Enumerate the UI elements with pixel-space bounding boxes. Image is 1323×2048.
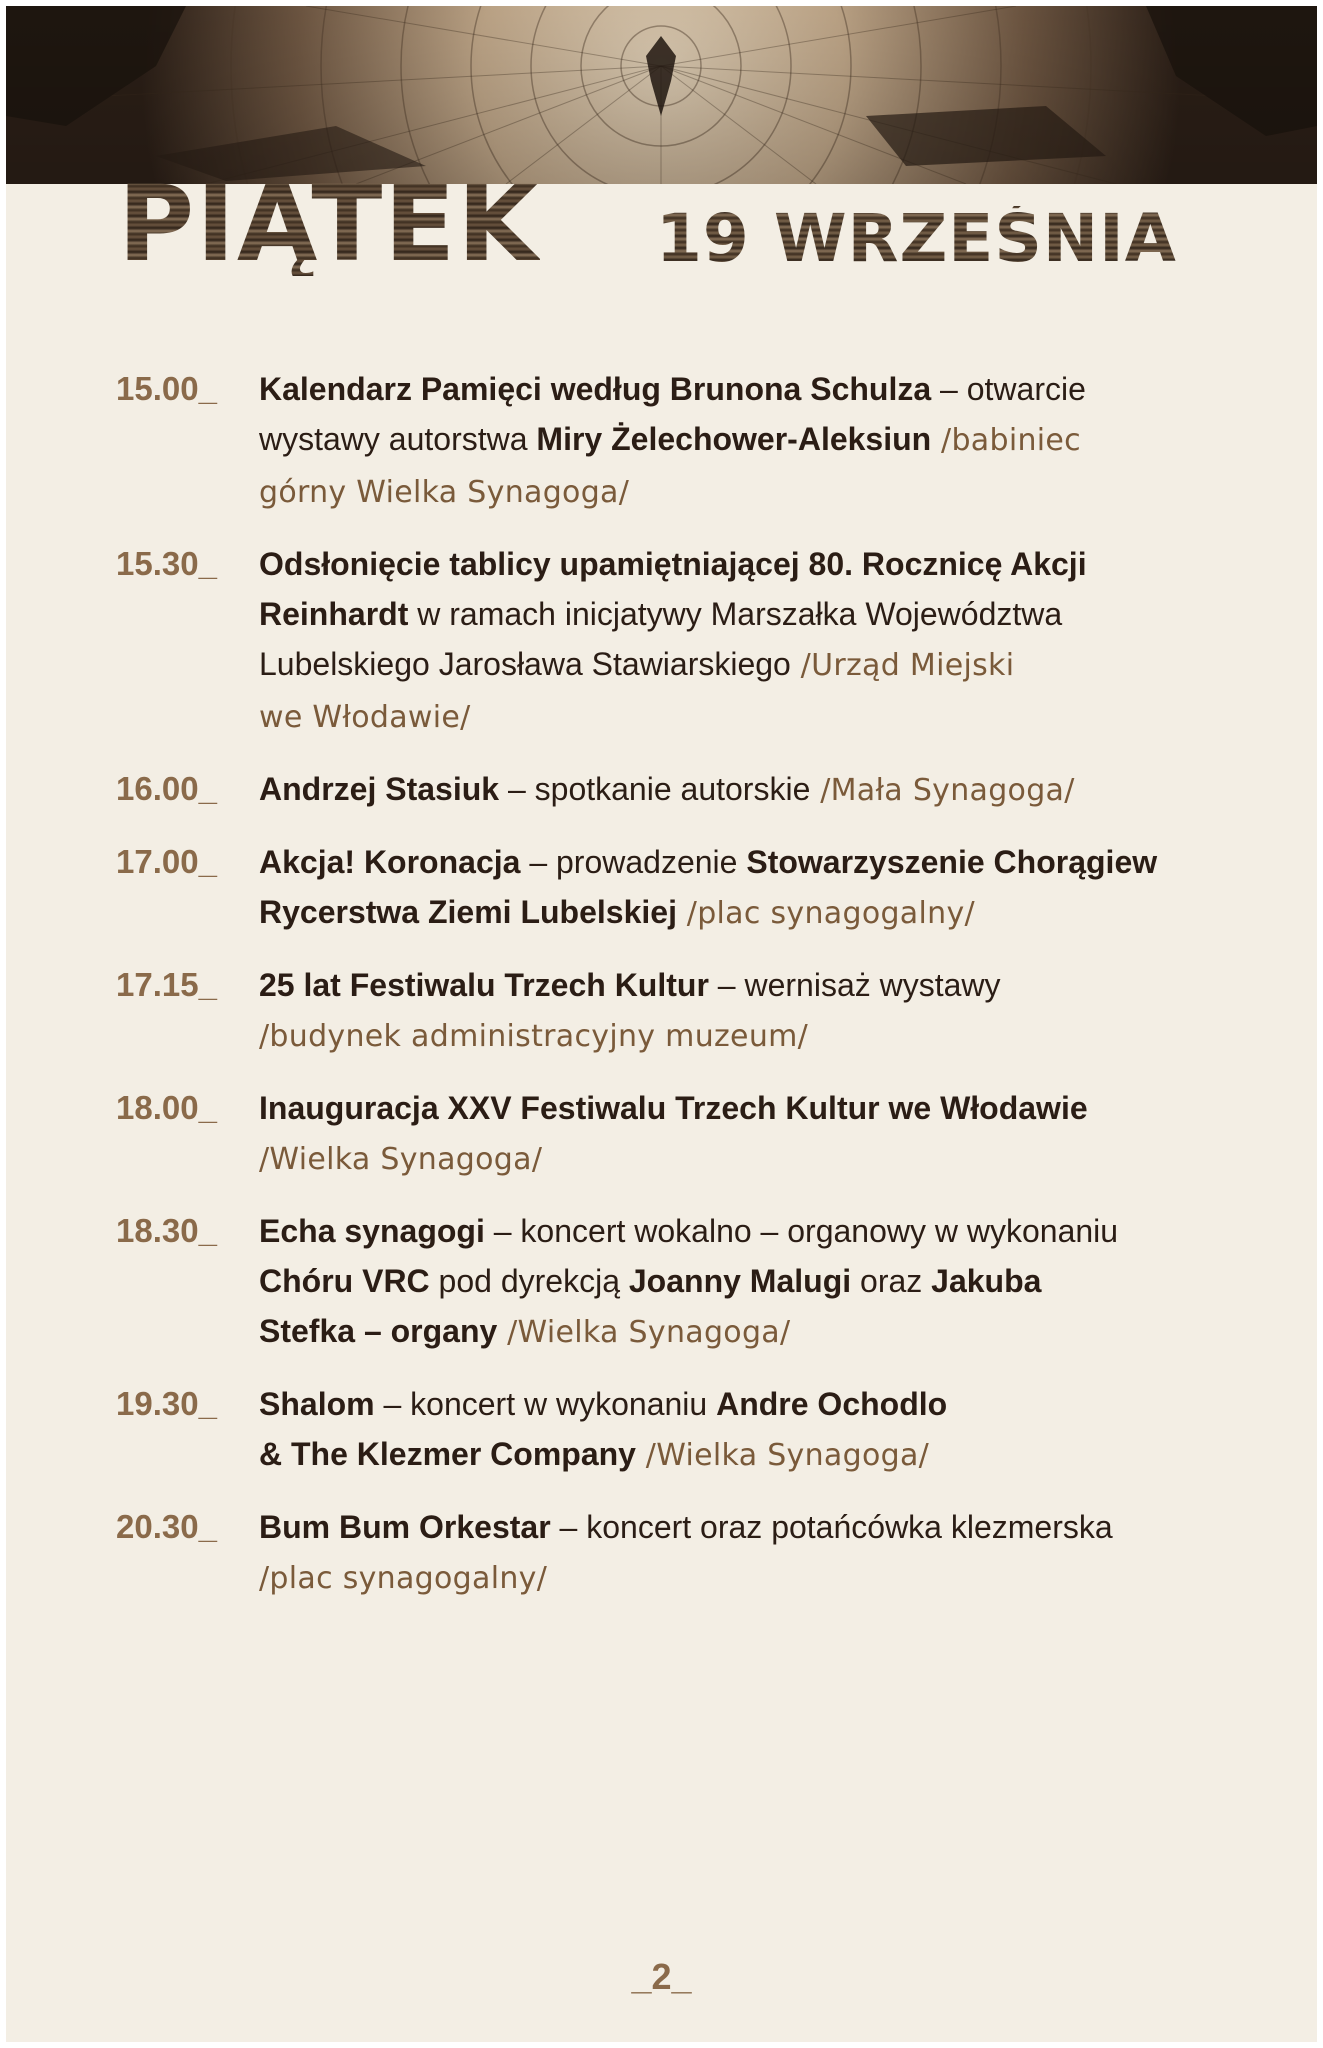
schedule-entry [116,539,1266,743]
schedule-entry [116,837,1266,939]
event-highlight: Joanny Malugi [628,1263,852,1299]
event-description [259,837,1219,939]
event-location: /babiniec [931,423,1081,458]
event-highlight: Reinhardt [259,596,409,632]
event-highlight: Stowarzyszenie Chorągiew [746,844,1158,880]
event-highlight: Miry Żelechower-Aleksiun [536,421,932,457]
event-time: 17.00_ [116,843,217,880]
schedule-entry [116,1502,1266,1604]
event-text: oraz [851,1263,932,1299]
event-time: 18.00_ [116,1089,217,1126]
event-text: wystawy autorstwa [259,421,537,457]
event-location: /Urząd Miejski [790,648,1015,683]
day-title: PIĄTEK [118,163,540,285]
event-text: – spotkanie autorskie [499,771,811,807]
event-location: /Wielka Synagoga/ [635,1438,930,1473]
schedule-entry [116,1206,1266,1358]
event-location: /Wielka Synagoga/ [497,1315,791,1350]
event-time: 15.00_ [116,370,217,407]
event-location: we Włodawie/ [259,700,471,735]
event-highlight: Akcja! Koronacja [259,844,521,880]
event-location: /Wielka Synagoga/ [259,1142,543,1177]
event-highlight: Inauguracja XXV Festiwalu Trzech Kultur we Włodawie [259,1090,1088,1126]
event-highlight: Andrzej Stasiuk [259,771,500,807]
event-text: pod dyrekcją [429,1263,629,1299]
event-location: /plac synagogalny/ [676,896,975,931]
event-highlight: & The Klezmer Company [259,1436,636,1472]
event-description [259,539,1219,743]
event-text: Lubelskiego Jarosława Stawiarskiego [259,646,791,682]
event-highlight: Bum Bum Orkestar [259,1509,551,1545]
event-text: – wernisaż wystawy [708,967,1001,1003]
schedule-entry [116,960,1266,1062]
event-location: /Mała Synagoga/ [810,773,1075,808]
event-description [259,1206,1219,1358]
schedule-entry [116,364,1266,518]
schedule-entry [116,1083,1266,1185]
event-text: w ramach inicjatywy Marszałka Województwa [408,596,1063,632]
event-highlight: Odsłonięcie tablicy upamiętniającej 80. Rocznicę Akcji [259,546,1087,582]
event-text: – koncert wokalno – organowy w wykonaniu [484,1213,1119,1249]
event-highlight: Shalom [259,1386,375,1422]
event-text: – koncert w wykonaniu [374,1386,717,1422]
event-highlight: 25 lat Festiwalu Trzech Kultur [259,967,709,1003]
date-title: 19 WRZEŚNIA [656,200,1177,277]
paper-background [6,6,1317,2042]
event-highlight: Andre Ochodlo [716,1386,948,1422]
wood-texture-header-image [6,6,1317,184]
schedule-list [116,364,1266,1625]
event-highlight: Echa synagogi [259,1213,485,1249]
event-description [259,960,1219,1062]
event-highlight: Jakuba [931,1263,1042,1299]
event-time: 16.00_ [116,770,217,807]
event-highlight: Chóru VRC [259,1263,430,1299]
schedule-entry [116,1379,1266,1481]
event-description [259,1379,1219,1481]
schedule-entry [116,764,1266,816]
event-time: 18.30_ [116,1212,217,1249]
event-highlight: Rycerstwa Ziemi Lubelskiej [259,894,677,930]
event-time: 17.15_ [116,966,217,1003]
event-description [259,1083,1219,1185]
event-location: /plac synagogalny/ [259,1561,548,1596]
event-time: 15.30_ [116,545,217,582]
event-text: – otwarcie [931,371,1086,407]
event-highlight: Kalendarz Pamięci według Brunona Schulza [259,371,932,407]
page-number: _2_ [631,1956,692,1997]
event-description [259,364,1219,518]
event-description [259,1502,1219,1604]
event-time: 20.30_ [116,1508,217,1545]
event-time: 19.30_ [116,1385,217,1422]
event-highlight: Stefka – organy [259,1313,498,1349]
event-text: – prowadzenie [520,844,747,880]
event-location: /budynek administracyjny muzeum/ [259,1019,809,1054]
event-location: górny Wielka Synagoga/ [259,475,630,510]
event-description [259,764,1219,816]
event-text: – koncert oraz potańcówka klezmerska [550,1509,1113,1545]
